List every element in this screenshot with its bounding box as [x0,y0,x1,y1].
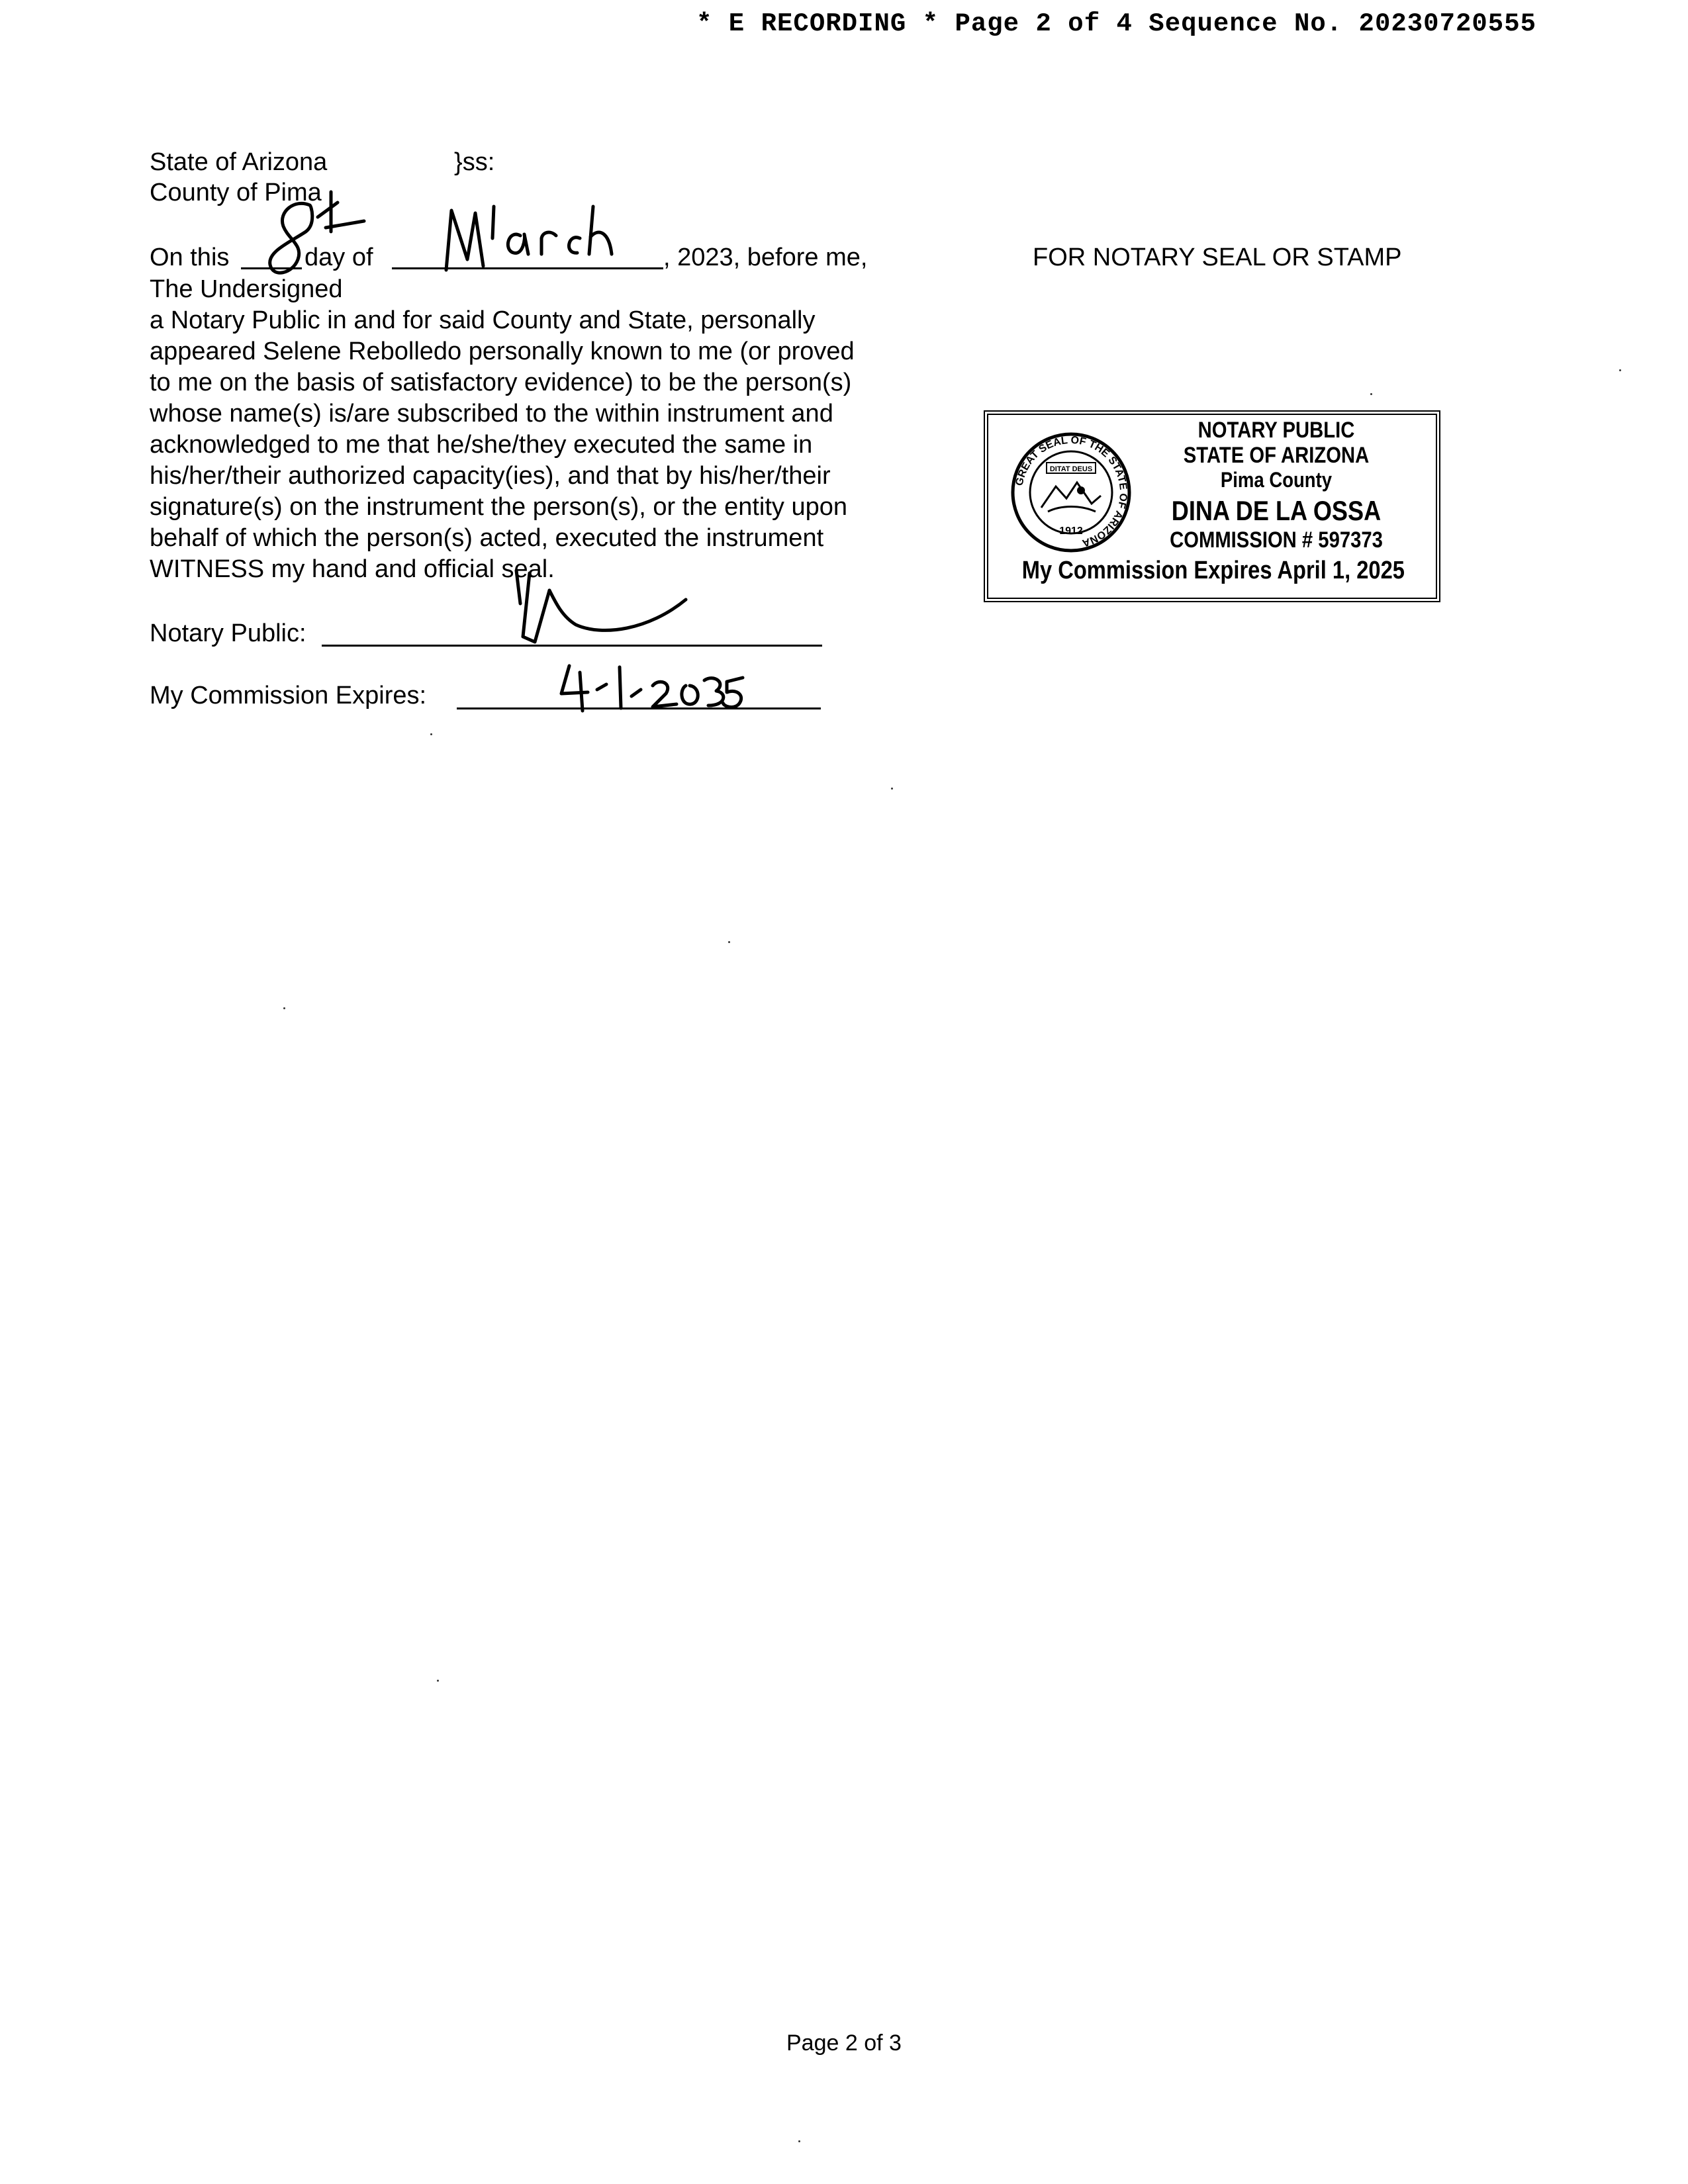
ack-line-6: his/her/their authorized capacity(ies), and that by his/her/their [150,462,831,490]
stamp-expiration: My Commission Expires April 1, 2025 [1021,557,1405,584]
ack-line-7: signature(s) on the instrument the person(s), or the entity upon [150,493,847,521]
scan-speck [283,1007,285,1009]
stamp-title: NOTARY PUBLIC [1197,418,1355,443]
ack-line-8: behalf of which the person(s) acted, executed the instrument [150,524,824,552]
seal-area-label: FOR NOTARY SEAL OR STAMP [1033,244,1402,271]
notary-stamp [984,410,1440,602]
commission-expires-label: My Commission Expires: [150,682,427,709]
notary-signature [503,564,722,650]
stamp-notary-name: DINA DE LA OSSA [1171,495,1382,526]
stamp-state: STATE OF ARIZONA [1183,443,1370,468]
seal-year: 1912 [1059,525,1083,537]
year-before-me: , 2023, before me, [663,244,868,271]
ack-line-5: acknowledged to me that he/she/they executed the same in [150,431,813,459]
ack-line-4: whose name(s) is/are subscribed to the within instrument and [150,400,833,428]
seal-motto: DITAT DEUS [1049,465,1093,473]
handwritten-expiration [553,659,752,719]
day-of-label: day of [305,244,373,271]
handwritten-day [232,185,377,298]
ack-line-9: WITNESS my hand and official seal. [150,555,555,583]
ss-mark: }ss: [454,148,495,176]
handwritten-month [442,197,621,277]
page-number: Page 2 of 3 [786,2030,902,2056]
state-seal-icon [1008,430,1134,555]
stamp-commission-number: COMMISSION # 597373 [1170,527,1383,553]
scan-speck [728,941,730,943]
ack-line-3: to me on the basis of satisfactory evidence) to be the person(s) [150,369,852,396]
scan-speck [798,2140,800,2142]
scan-speck [437,1680,439,1682]
notary-public-label: Notary Public: [150,619,306,647]
county-line: County of Pima [150,179,322,206]
stamp-county: Pima County [1220,468,1333,492]
undersigned-line: The Undersigned [150,275,343,303]
seal-ring-text: GREAT SEAL OF THE STATE OF ARIZONA [1013,434,1129,549]
scan-speck [1370,393,1372,395]
scan-speck [1619,369,1621,371]
ack-line-1: a Notary Public in and for said County and State, personally [150,306,816,334]
on-this-label: On this [150,244,230,271]
recording-header: * E RECORDING * Page 2 of 4 Sequence No. 20230720555 [696,9,1536,38]
state-line: State of Arizona [150,148,328,176]
ack-line-2: appeared Selene Rebolledo personally known to me (or proved [150,338,855,365]
scan-speck [891,788,893,790]
scan-speck [430,733,432,735]
